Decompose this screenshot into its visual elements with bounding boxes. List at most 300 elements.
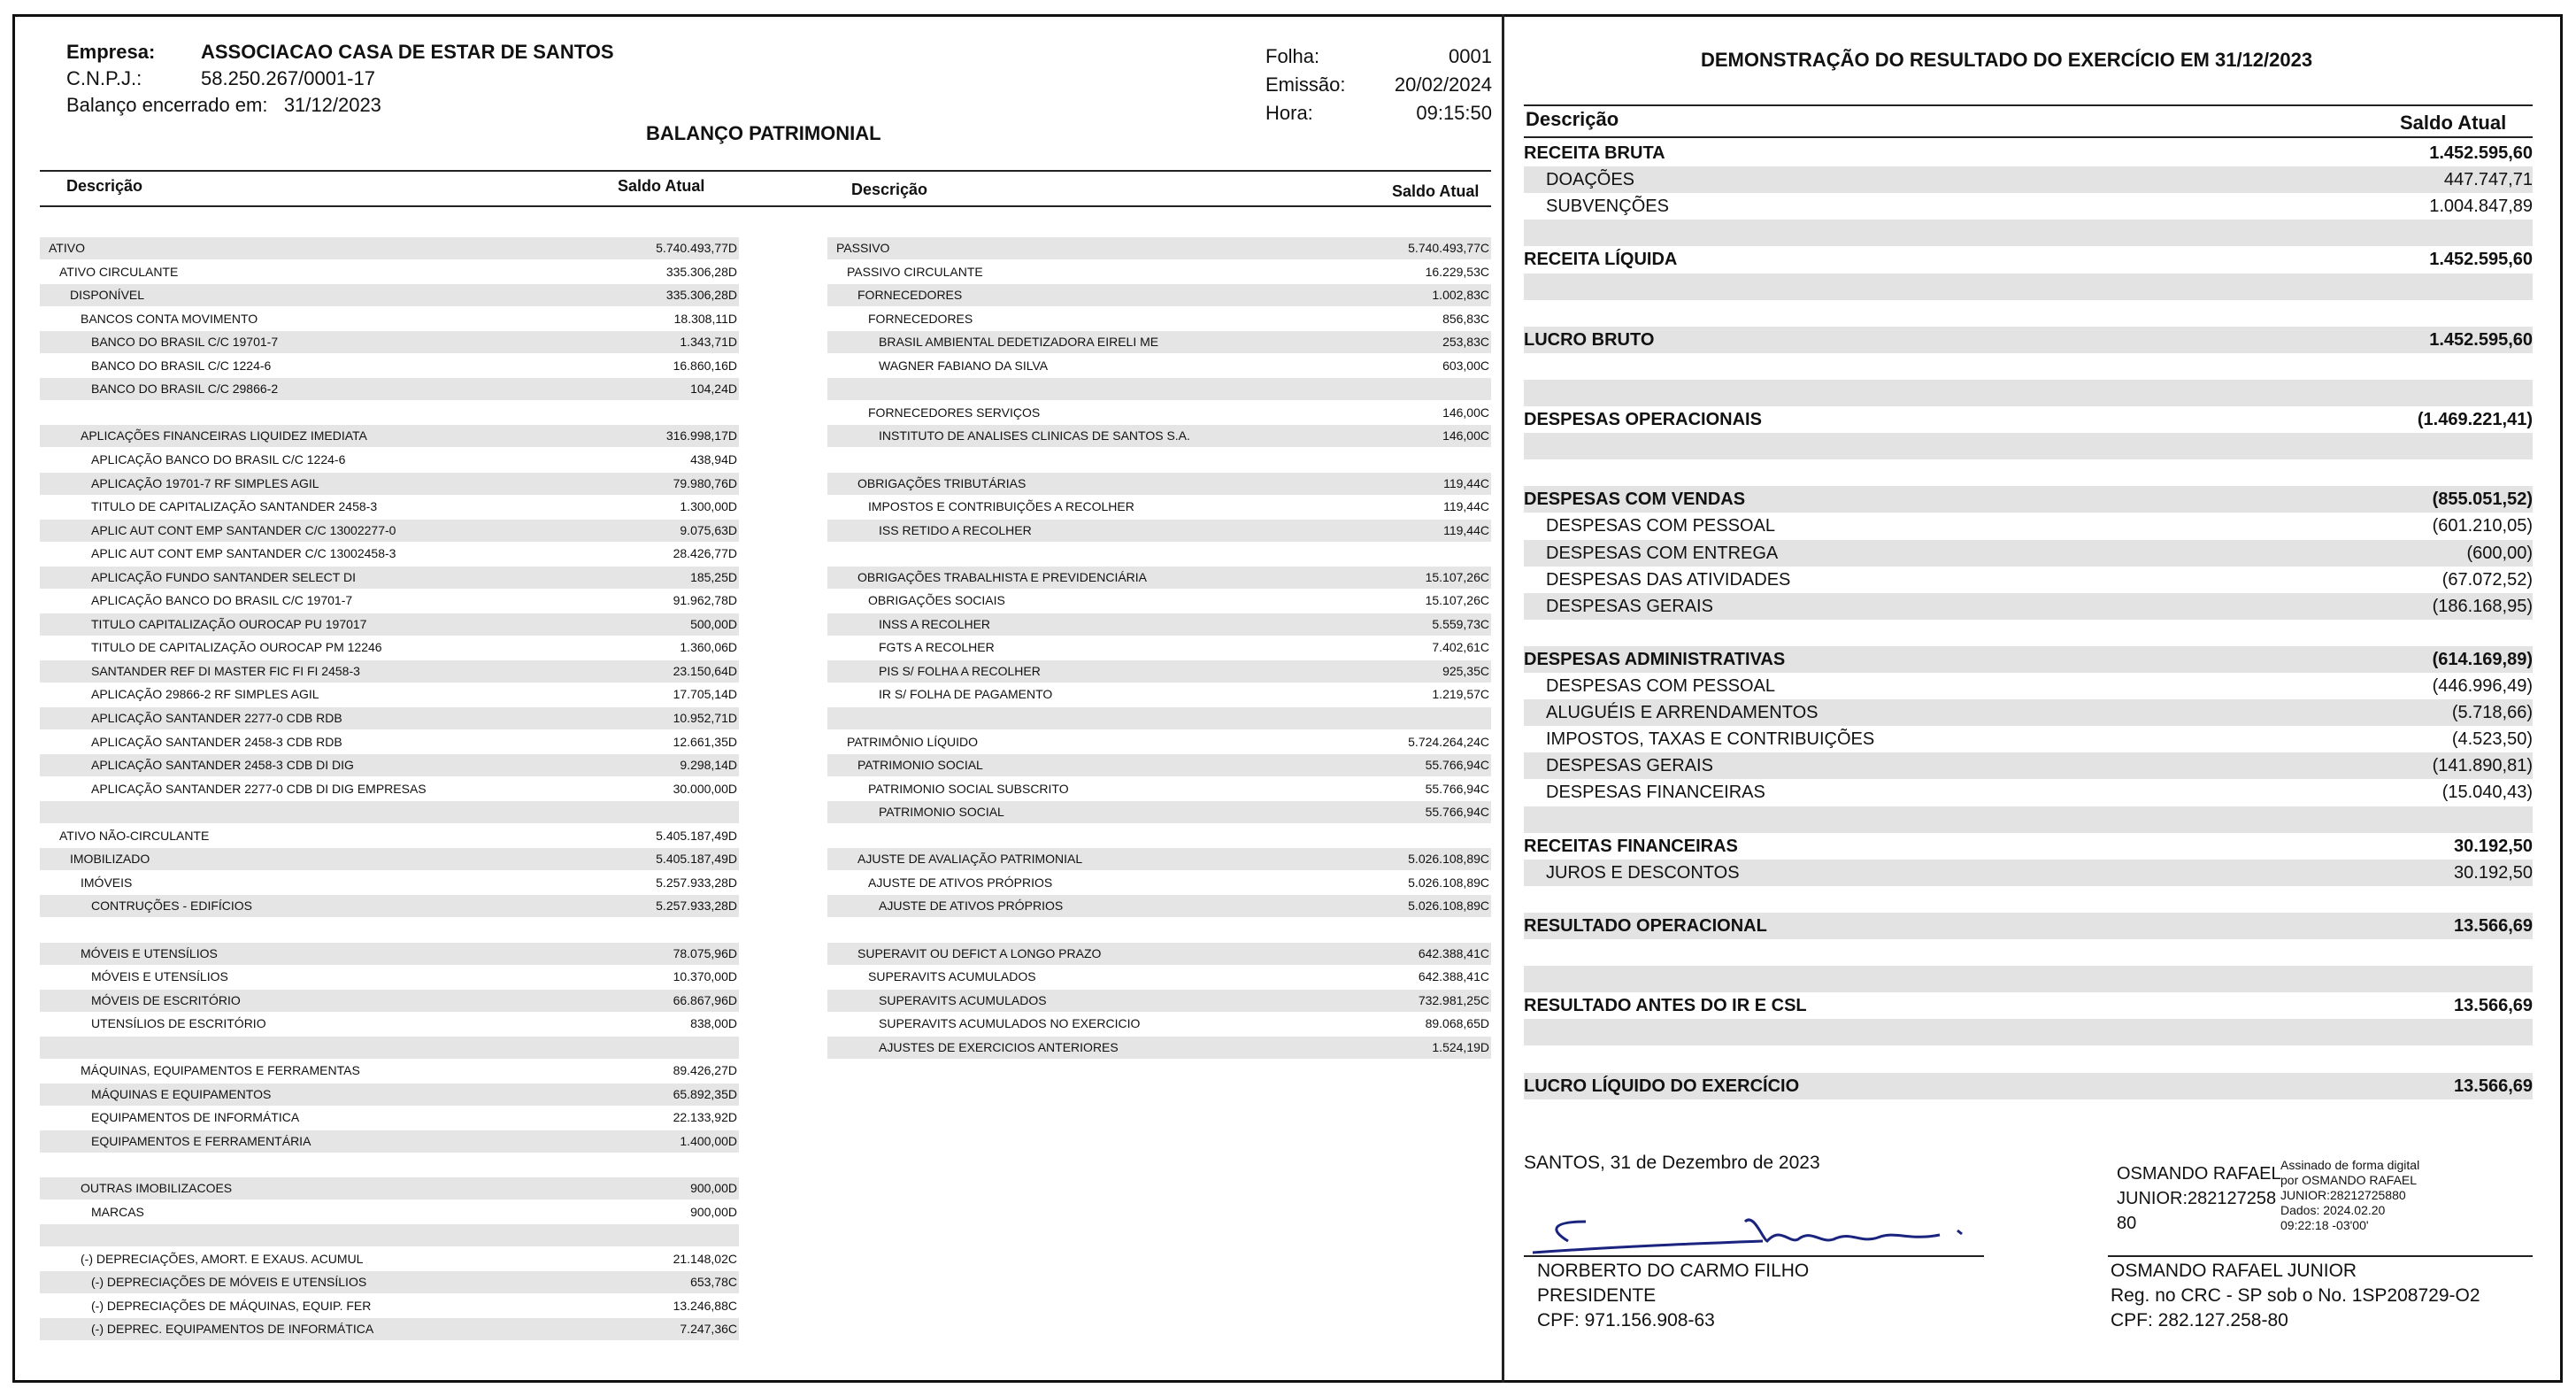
ativo-row-value: 500,00D xyxy=(690,616,737,631)
ativo-row xyxy=(40,1084,739,1106)
passivo-row-value: 15.107,26C xyxy=(1425,569,1489,584)
dre-row-value: 13.566,69 xyxy=(2454,915,2533,936)
ativo-row xyxy=(40,1201,739,1223)
ativo-row-desc: APLICAÇÃO BANCO DO BRASIL C/C 1224-6 xyxy=(91,451,346,467)
digital-line-3: JUNIOR:28212725880 xyxy=(2280,1188,2406,1202)
passivo-row-desc: FORNECEDORES SERVIÇOS xyxy=(868,405,1041,420)
ativo-row-value: 16.860,16D xyxy=(673,358,737,373)
dre-row xyxy=(1524,752,2533,779)
passivo-row-value: 253,83C xyxy=(1442,335,1489,350)
dre-row xyxy=(1524,886,2533,913)
dre-row-value: (15.040,43) xyxy=(2441,783,2533,803)
passivo-row-desc: SUPERAVITS ACUMULADOS xyxy=(868,969,1036,984)
ativo-row-value: 10.952,71D xyxy=(673,711,737,725)
dre-row-desc: DESPESAS COM PESSOAL xyxy=(1546,516,1775,536)
passivo-row-value: 5.740.493,77C xyxy=(1408,241,1489,255)
passivo-row-value: 55.766,94C xyxy=(1425,758,1489,773)
passivo-row xyxy=(827,284,1491,306)
col-saldo-left: Saldo Atual xyxy=(618,177,705,195)
passivo-row-desc: AJUSTE DE AVALIAÇÃO PATRIMONIAL xyxy=(857,852,1083,867)
dre-rule-top xyxy=(1524,104,2533,106)
digital-signature-stamp xyxy=(2280,1158,2419,1233)
ativo-row-value: 5.257.933,28D xyxy=(656,899,737,914)
ativo-row xyxy=(40,473,739,495)
ativo-row-desc: (-) DEPRECIAÇÕES DE MÓVEIS E UTENSÍLIOS xyxy=(91,1275,367,1290)
empresa-value: ASSOCIACAO CASA DE ESTAR DE SANTOS xyxy=(201,41,614,63)
ativo-row-desc: (-) DEPREC. EQUIPAMENTOS DE INFORMÁTICA xyxy=(91,1322,374,1337)
digital-line-5: 09:22:18 -03'00' xyxy=(2280,1218,2369,1232)
passivo-row-value: 119,44C xyxy=(1443,475,1489,490)
ativo-row-desc: ATIVO xyxy=(49,241,85,255)
dre-row xyxy=(1524,274,2533,300)
passivo-row xyxy=(827,683,1491,706)
ativo-row-desc: (-) DEPRECIAÇÕES DE MÁQUINAS, EQUIP. FER xyxy=(91,1298,372,1313)
ativo-row xyxy=(40,1177,739,1199)
passivo-row xyxy=(827,943,1491,965)
ativo-row xyxy=(40,402,739,424)
ativo-row-value: 9.298,14D xyxy=(680,758,737,773)
passivo-row xyxy=(827,848,1491,870)
dre-row xyxy=(1524,779,2533,806)
dre-row-desc: SUBVENÇÕES xyxy=(1546,197,1669,217)
dre-row-desc: DESPESAS COM PESSOAL xyxy=(1546,676,1775,696)
ativo-row-value: 22.133,92D xyxy=(673,1110,737,1125)
ativo-row-desc: BANCO DO BRASIL C/C 19701-7 xyxy=(91,335,279,350)
passivo-row-value: 55.766,94C xyxy=(1425,781,1489,796)
dre-row xyxy=(1524,699,2533,726)
dre-row xyxy=(1524,567,2533,593)
digital-name-3: 80 xyxy=(2117,1214,2137,1233)
ativo-row-value: 66.867,96D xyxy=(673,992,737,1007)
passivo-row-value: 856,83C xyxy=(1442,311,1489,326)
ativo-row-desc: ATIVO CIRCULANTE xyxy=(59,264,179,279)
ativo-row-value: 1.360,06D xyxy=(680,640,737,655)
dre-row-value: 30.192,50 xyxy=(2454,836,2533,856)
ativo-row xyxy=(40,660,739,683)
dre-row-desc: DESPESAS GERAIS xyxy=(1546,756,1713,776)
dre-row-value: 1.452.595,60 xyxy=(2429,143,2533,163)
dre-row-desc: LUCRO LÍQUIDO DO EXERCÍCIO xyxy=(1524,1076,1800,1096)
passivo-row xyxy=(827,895,1491,917)
dre-row-value: (4.523,50) xyxy=(2451,729,2533,750)
dre-row-value: (446.996,49) xyxy=(2432,676,2533,696)
accountant-name: OSMANDO RAFAEL JUNIOR xyxy=(2111,1261,2357,1281)
passivo-row xyxy=(827,378,1491,400)
ativo-row xyxy=(40,1248,739,1270)
cnpj-value: 58.250.267/0001-17 xyxy=(201,67,375,89)
passivo-row-desc: PASSIVO xyxy=(836,241,890,255)
ativo-row-desc: APLICAÇÃO SANTANDER 2277-0 CDB DI DIG EMPRESAS xyxy=(91,781,427,796)
ativo-row-desc: SANTANDER REF DI MASTER FIC FI FI 2458-3 xyxy=(91,663,360,678)
dre-row-desc: LUCRO BRUTO xyxy=(1524,329,1655,350)
ativo-row-desc: APLICAÇÃO 19701-7 RF SIMPLES AGIL xyxy=(91,475,319,490)
president-block xyxy=(1537,1259,1809,1333)
dre-row-desc: RESULTADO ANTES DO IR E CSL xyxy=(1524,996,1807,1016)
ativo-row-value: 23.150,64D xyxy=(673,663,737,678)
ativo-row-value: 104,24D xyxy=(690,382,737,397)
dre-row xyxy=(1524,646,2533,673)
passivo-row xyxy=(827,1037,1491,1059)
ativo-row xyxy=(40,520,739,542)
dre-col-desc: Descrição xyxy=(1526,108,1619,130)
passivo-row xyxy=(827,425,1491,447)
ativo-row xyxy=(40,1060,739,1082)
dre-row xyxy=(1524,860,2533,886)
dre-row-desc: DESPESAS COM ENTREGA xyxy=(1546,543,1779,563)
passivo-row-desc: BRASIL AMBIENTAL DEDETIZADORA EIRELI ME xyxy=(879,335,1159,350)
ativo-row xyxy=(40,683,739,706)
ativo-row-desc: EQUIPAMENTOS DE INFORMÁTICA xyxy=(91,1110,300,1125)
rule-bottom xyxy=(40,205,1491,207)
emissao-label: Emissão: xyxy=(1265,73,1346,96)
ativo-row-value: 89.426,27D xyxy=(673,1063,737,1078)
dre-col-saldo: Saldo Atual xyxy=(2400,112,2507,134)
dre-row-value: (600,00) xyxy=(2466,543,2533,563)
ativo-row-desc: APLICAÇÃO SANTANDER 2458-3 CDB RDB xyxy=(91,734,342,749)
accountant-cpf: CPF: 282.127.258-80 xyxy=(2111,1310,2288,1330)
passivo-row xyxy=(827,825,1491,847)
passivo-row-desc: SUPERAVITS ACUMULADOS xyxy=(879,992,1047,1007)
balanco-label: Balanço encerrado em: xyxy=(66,94,268,116)
dre-row-desc: DESPESAS GERAIS xyxy=(1546,596,1713,616)
accountant-crc: Reg. no CRC - SP sob o No. 1SP208729-O2 xyxy=(2111,1285,2480,1306)
passivo-row-value: 5.559,73C xyxy=(1432,616,1489,631)
ativo-row-value: 28.426,77D xyxy=(673,546,737,561)
ativo-row-desc: ATIVO NÃO-CIRCULANTE xyxy=(59,828,210,843)
passivo-row-value: 7.402,61C xyxy=(1432,640,1489,655)
cnpj-label: C.N.P.J.: xyxy=(66,67,142,89)
dre-row xyxy=(1524,913,2533,939)
passivo-row xyxy=(827,331,1491,353)
dre-row-value: 447.747,71 xyxy=(2443,170,2533,190)
passivo-row-value: 1.002,83C xyxy=(1432,288,1489,303)
company-header xyxy=(66,39,614,119)
ativo-row-value: 335.306,28D xyxy=(665,288,737,303)
passivo-row xyxy=(827,636,1491,659)
ativo-row xyxy=(40,1153,739,1176)
passivo-row-desc: OBRIGAÇÕES TRABALHISTA E PREVIDENCIÁRIA xyxy=(857,569,1148,584)
passivo-row-value: 1.524,19D xyxy=(1432,1039,1489,1054)
dre-row-desc: IMPOSTOS, TAXAS E CONTRIBUIÇÕES xyxy=(1546,729,1875,750)
ativo-row xyxy=(40,990,739,1012)
ativo-row-desc: APLICAÇÃO FUNDO SANTANDER SELECT DI xyxy=(91,569,356,584)
passivo-row xyxy=(827,1013,1491,1035)
ativo-row-value: 13.246,88C xyxy=(673,1298,737,1313)
passivo-row-desc: FORNECEDORES xyxy=(857,288,963,303)
dre-row-value: (614.169,89) xyxy=(2432,649,2533,669)
ativo-row-desc: TITULO DE CAPITALIZAÇÃO OUROCAP PM 12246 xyxy=(91,640,382,655)
balanco-patrimonial xyxy=(27,27,1496,1372)
dre-row xyxy=(1524,593,2533,620)
digital-signer-name xyxy=(2117,1161,2281,1236)
passivo-row-value: 925,35C xyxy=(1442,663,1489,678)
digital-line-2: por OSMANDO RAFAEL xyxy=(2280,1173,2418,1187)
passivo-row-desc: SUPERAVIT OU DEFICT A LONGO PRAZO xyxy=(857,945,1102,960)
passivo-row-value: 1.219,57C xyxy=(1432,687,1489,702)
ativo-row-value: 9.075,63D xyxy=(680,522,737,537)
ativo-row-value: 900,00D xyxy=(690,1204,737,1219)
president-sign-line xyxy=(1524,1255,1984,1257)
passivo-row xyxy=(827,567,1491,589)
dre-row xyxy=(1524,726,2533,752)
ativo-row xyxy=(40,308,739,330)
ativo-row-desc: TITULO CAPITALIZAÇÃO OUROCAP PU 197017 xyxy=(91,616,367,631)
ativo-row-desc: APLICAÇÃO SANTANDER 2458-3 CDB DI DIG xyxy=(91,758,354,773)
ativo-row-desc: APLICAÇÃO SANTANDER 2277-0 CDB RDB xyxy=(91,711,342,725)
digital-name-1: OSMANDO RAFAEL xyxy=(2117,1164,2281,1184)
dre-row-desc: DESPESAS DAS ATIVIDADES xyxy=(1546,569,1791,590)
digital-line-4: Dados: 2024.02.20 xyxy=(2280,1203,2386,1217)
place-date: SANTOS, 31 de Dezembro de 2023 xyxy=(1524,1153,1820,1173)
dre-row-desc: DESPESAS FINANCEIRAS xyxy=(1546,783,1765,803)
ativo-row xyxy=(40,707,739,729)
page-divider xyxy=(1502,14,1504,1383)
dre-row xyxy=(1524,406,2533,433)
ativo-row-desc: BANCO DO BRASIL C/C 1224-6 xyxy=(91,358,272,373)
dre-row-desc: DESPESAS ADMINISTRATIVAS xyxy=(1524,649,1786,669)
passivo-row-desc: PATRIMONIO SOCIAL xyxy=(879,805,1004,820)
passivo-row-value: 5.026.108,89C xyxy=(1408,852,1489,867)
ativo-row xyxy=(40,590,739,612)
dre-row xyxy=(1524,300,2533,327)
ativo-row-value: 30.000,00D xyxy=(673,781,737,796)
passivo-row-desc: OBRIGAÇÕES TRIBUTÁRIAS xyxy=(857,475,1027,490)
empresa-label: Empresa: xyxy=(66,41,156,63)
passivo-row-value: 603,00C xyxy=(1442,358,1489,373)
ativo-row-value: 900,00D xyxy=(690,1181,737,1195)
ativo-row xyxy=(40,261,739,283)
hora-value: 09:15:50 xyxy=(1416,102,1492,124)
ativo-row xyxy=(40,825,739,847)
ativo-row xyxy=(40,567,739,589)
passivo-row-value: 119,44C xyxy=(1443,499,1489,514)
dre-row-value: 13.566,69 xyxy=(2454,1076,2533,1096)
passivo-row-desc: ISS RETIDO A RECOLHER xyxy=(879,522,1032,537)
passivo-row-desc: AJUSTE DE ATIVOS PRÓPRIOS xyxy=(879,899,1064,914)
passivo-row-value: 15.107,26C xyxy=(1425,593,1489,608)
dre-rule-bottom xyxy=(1524,136,2533,138)
ativo-row-desc: APLICAÇÃO BANCO DO BRASIL C/C 19701-7 xyxy=(91,593,353,608)
ativo-row-value: 21.148,02C xyxy=(673,1251,737,1266)
ativo-row xyxy=(40,754,739,776)
president-cpf: CPF: 971.156.908-63 xyxy=(1537,1310,1715,1330)
passivo-row-value: 5.026.108,89C xyxy=(1408,875,1489,890)
hora-label: Hora: xyxy=(1265,102,1313,124)
ativo-row-desc: BANCO DO BRASIL C/C 29866-2 xyxy=(91,382,279,397)
ativo-row xyxy=(40,778,739,800)
dre-row xyxy=(1524,140,2533,166)
ativo-row-value: 1.343,71D xyxy=(680,335,737,350)
ativo-row-value: 91.962,78D xyxy=(673,593,737,608)
digital-name-2: JUNIOR:282127258 xyxy=(2117,1189,2277,1208)
ativo-row-value: 1.300,00D xyxy=(680,499,737,514)
dre-title: DEMONSTRAÇÃO DO RESULTADO DO EXERCÍCIO EM 31/12/2023 xyxy=(1701,49,2313,71)
folha-value: 0001 xyxy=(1449,45,1492,67)
dre-row-value: (5.718,66) xyxy=(2451,703,2533,723)
passivo-row xyxy=(827,731,1491,753)
passivo-row-desc: AJUSTES DE EXERCICIOS ANTERIORES xyxy=(879,1039,1119,1054)
passivo-row-desc: AJUSTE DE ATIVOS PRÓPRIOS xyxy=(868,875,1053,890)
ativo-row-desc: EQUIPAMENTOS E FERRAMENTÁRIA xyxy=(91,1133,311,1148)
ativo-row-desc: APLIC AUT CONT EMP SANTANDER C/C 13002458-3 xyxy=(91,546,396,561)
passivo-row-desc: IMPOSTOS E CONTRIBUIÇÕES A RECOLHER xyxy=(868,499,1134,514)
col-desc-right: Descrição xyxy=(851,181,928,198)
passivo-row-desc: OBRIGAÇÕES SOCIAIS xyxy=(868,593,1005,608)
dre-row-value: 1.452.595,60 xyxy=(2429,329,2533,350)
passivo-row xyxy=(827,778,1491,800)
col-desc-left: Descrição xyxy=(66,177,143,195)
ativo-row xyxy=(40,1107,739,1129)
passivo-row-desc: PATRIMONIO SOCIAL SUBSCRITO xyxy=(868,781,1069,796)
passivo-row xyxy=(827,590,1491,612)
dre-row xyxy=(1524,540,2533,567)
dre-row xyxy=(1524,246,2533,273)
dre-row-value: 13.566,69 xyxy=(2454,996,2533,1016)
sheet-meta xyxy=(1265,42,1492,127)
dre-row-desc: DOAÇÕES xyxy=(1546,170,1635,190)
ativo-row-desc: MARCAS xyxy=(91,1204,144,1219)
dre-row xyxy=(1524,966,2533,992)
ativo-row-desc: CONTRUÇÕES - EDIFÍCIOS xyxy=(91,899,253,914)
dre-row xyxy=(1524,673,2533,699)
dre-row-value: (67.072,52) xyxy=(2441,569,2533,590)
ativo-row xyxy=(40,425,739,447)
ativo-row-value: 7.247,36C xyxy=(680,1322,737,1337)
ativo-row xyxy=(40,636,739,659)
passivo-row xyxy=(827,872,1491,894)
ativo-row xyxy=(40,872,739,894)
president-role: PRESIDENTE xyxy=(1537,1285,1657,1306)
ativo-row xyxy=(40,895,739,917)
dre-row xyxy=(1524,1019,2533,1045)
dre-row xyxy=(1524,166,2533,193)
passivo-row-value: 146,00C xyxy=(1442,428,1489,443)
passivo-row xyxy=(827,613,1491,636)
ativo-row-value: 78.075,96D xyxy=(673,945,737,960)
dre-row-desc: ALUGUÉIS E ARRENDAMENTOS xyxy=(1546,703,1819,723)
ativo-row-value: 5.405.187,49D xyxy=(656,828,737,843)
emissao-value: 20/02/2024 xyxy=(1394,73,1492,96)
ativo-row xyxy=(40,731,739,753)
passivo-row-desc: PASSIVO CIRCULANTE xyxy=(847,264,983,279)
digital-line-1: Assinado de forma digital xyxy=(2280,1158,2420,1172)
col-saldo-right: Saldo Atual xyxy=(1392,182,1480,200)
passivo-row-desc: IR S/ FOLHA DE PAGAMENTO xyxy=(879,687,1053,702)
ativo-row xyxy=(40,237,739,259)
passivo-row xyxy=(827,990,1491,1012)
dre-row xyxy=(1524,193,2533,220)
ativo-row xyxy=(40,801,739,823)
ativo-row xyxy=(40,943,739,965)
passivo-row xyxy=(827,919,1491,941)
dre-row-desc: RESULTADO OPERACIONAL xyxy=(1524,915,1767,936)
dre-row-desc: JUROS E DESCONTOS xyxy=(1546,862,1740,883)
ativo-row-desc: MÁQUINAS E EQUIPAMENTOS xyxy=(91,1086,272,1101)
passivo-row xyxy=(827,261,1491,283)
dre-row-desc: RECEITAS FINANCEIRAS xyxy=(1524,836,1738,856)
ativo-row xyxy=(40,378,739,400)
ativo-row-value: 653,78C xyxy=(690,1275,737,1290)
ativo-row xyxy=(40,543,739,565)
ativo-row-desc: BANCOS CONTA MOVIMENTO xyxy=(81,311,258,326)
ativo-row xyxy=(40,848,739,870)
ativo-row xyxy=(40,1271,739,1293)
ativo-row xyxy=(40,449,739,471)
passivo-row-desc: PATRIMONIO SOCIAL xyxy=(857,758,983,773)
passivo-row-value: 119,44C xyxy=(1443,522,1489,537)
dre-row-desc: DESPESAS OPERACIONAIS xyxy=(1524,410,1762,429)
ativo-row-value: 335.306,28D xyxy=(665,264,737,279)
dre-row xyxy=(1524,353,2533,380)
president-name: NORBERTO DO CARMO FILHO xyxy=(1537,1261,1810,1281)
passivo-row-desc: INSS A RECOLHER xyxy=(879,616,991,631)
dre-row xyxy=(1524,220,2533,246)
ativo-row-value: 10.370,00D xyxy=(673,969,737,984)
ativo-row-desc: MÓVEIS E UTENSÍLIOS xyxy=(91,969,228,984)
ativo-row xyxy=(40,1037,739,1059)
passivo-row xyxy=(827,543,1491,565)
dre-row-desc: DESPESAS COM VENDAS xyxy=(1524,490,1746,510)
ativo-row xyxy=(40,331,739,353)
dre-row xyxy=(1524,1045,2533,1072)
balanco-value: 31/12/2023 xyxy=(283,94,381,116)
passivo-row xyxy=(827,496,1491,518)
ativo-row xyxy=(40,1318,739,1340)
ativo-row-value: 838,00D xyxy=(690,1016,737,1031)
ativo-row-value: 438,94D xyxy=(690,451,737,467)
passivo-row-value: 16.229,53C xyxy=(1425,264,1489,279)
ativo-row xyxy=(40,1224,739,1246)
rule-top xyxy=(40,170,1491,172)
ativo-row-desc: UTENSÍLIOS DE ESCRITÓRIO xyxy=(91,1016,266,1031)
ativo-row-value: 79.980,76D xyxy=(673,475,737,490)
ativo-row-value: 5.257.933,28D xyxy=(656,875,737,890)
ativo-row-value: 316.998,17D xyxy=(665,428,737,443)
dre-row xyxy=(1524,459,2533,486)
ativo-row-desc: (-) DEPRECIAÇÕES, AMORT. E EXAUS. ACUMUL xyxy=(81,1251,364,1266)
passivo-row-desc: FGTS A RECOLHER xyxy=(879,640,995,655)
dre-statement xyxy=(1515,27,2550,1372)
dre-row xyxy=(1524,433,2533,459)
accountant-block xyxy=(2111,1259,2480,1333)
passivo-row-value: 5.724.264,24C xyxy=(1408,734,1489,749)
ativo-row-value: 18.308,11D xyxy=(673,311,737,326)
dre-row xyxy=(1524,992,2533,1019)
dre-row xyxy=(1524,806,2533,833)
ativo-row xyxy=(40,613,739,636)
ativo-row-desc: IMOBILIZADO xyxy=(70,852,150,867)
folha-label: Folha: xyxy=(1265,45,1320,67)
ativo-row-desc: MÓVEIS DE ESCRITÓRIO xyxy=(91,992,241,1007)
dre-row xyxy=(1524,380,2533,406)
passivo-row xyxy=(827,449,1491,471)
ativo-row xyxy=(40,1013,739,1035)
ativo-row-desc: APLIC AUT CONT EMP SANTANDER C/C 13002277-0 xyxy=(91,522,396,537)
ativo-row-value: 5.405.187,49D xyxy=(656,852,737,867)
passivo-row-desc: SUPERAVITS ACUMULADOS NO EXERCICIO xyxy=(879,1016,1141,1031)
ativo-row xyxy=(40,919,739,941)
passivo-row-value: 732.981,25C xyxy=(1418,992,1489,1007)
dre-row-value: (1.469.221,41) xyxy=(2417,410,2533,429)
passivo-row-desc: PATRIMÔNIO LÍQUIDO xyxy=(847,734,979,749)
ativo-row-desc: MÁQUINAS, EQUIPAMENTOS E FERRAMENTAS xyxy=(81,1063,360,1078)
passivo-row xyxy=(827,355,1491,377)
ativo-row-desc: OUTRAS IMOBILIZACOES xyxy=(81,1181,233,1195)
dre-row-value: (601.210,05) xyxy=(2432,516,2533,536)
passivo-row xyxy=(827,520,1491,542)
dre-row-value: (186.168,95) xyxy=(2432,596,2533,616)
passivo-row-value: 642.388,41C xyxy=(1418,969,1489,984)
